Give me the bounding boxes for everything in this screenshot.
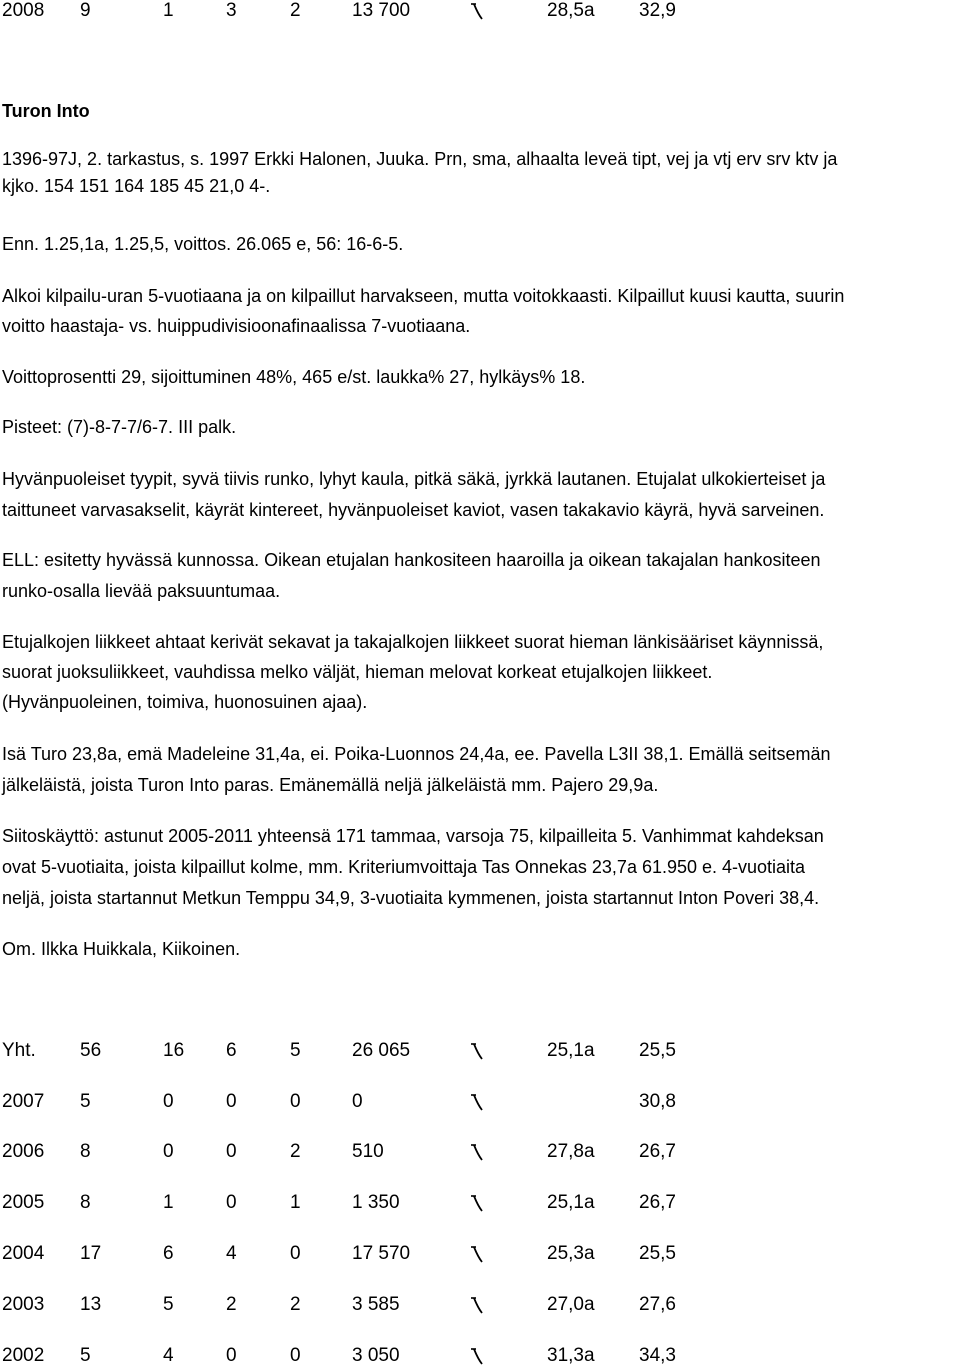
record-cell: 25,5 [639, 1243, 676, 1264]
ell-paragraph [2, 545, 958, 607]
seconds-cell: 0 [226, 1192, 237, 1213]
wins-cell: 4 [163, 1345, 174, 1366]
conformation-line: Hyvänpuoleiset tyypit, syvä tiivis runko, lyhyt kaula, pitkä säkä, jyrkkä lautanen. Etujalat ulkokierteiset ja [2, 469, 826, 489]
breeding-record: Enn. 1.25,1a, 1.25,5, voittos. 26.065 e, 56: 16-6-5. [2, 234, 404, 254]
year-cell: 2006 [2, 1141, 45, 1162]
horse-name: Turon Into [2, 101, 90, 121]
results-row-2008 [2, 0, 942, 24]
offspring-line: neljä, joista startannut Metkun Temppu 34,9, 3-vuotiaita kymmenen, joista startannut Inton Poveri 38,4. [2, 888, 820, 908]
earnings-cell: 510 [352, 1141, 384, 1162]
euro-icon [470, 1139, 486, 1167]
seconds-cell: 2 [226, 1294, 237, 1315]
record-cell: 25,5 [639, 1040, 676, 1061]
wins-cell: 0 [163, 1091, 174, 1112]
table-row [2, 1190, 942, 1216]
year-cell: 2007 [2, 1091, 45, 1112]
conformation-paragraph [2, 464, 958, 526]
euro-icon [470, 1038, 486, 1066]
parents-line: jälkeläistä, joista Turon Into paras. Emänemällä neljä jälkeläistä mm. Pajero 29,9a. [2, 775, 659, 795]
conformation-line: taittuneet varvasakselit, käyrät kintereet, hyvänpuoleiset kaviot, vasen takakavio käyrä, hyvä sarveinen. [2, 500, 825, 520]
ell-line: runko-osalla lievää paksuuntumaa. [2, 581, 281, 601]
thirds-cell: 2 [290, 1294, 301, 1315]
best-time-cell: 25,3a [547, 1243, 595, 1264]
starts-cell: 56 [80, 1040, 102, 1061]
owner-line: Om. Ilkka Huikkala, Kiikoinen. [2, 939, 241, 959]
parents-paragraph [2, 739, 958, 801]
earnings-cell: 17 570 [352, 1243, 411, 1264]
record-cell: 27,6 [639, 1294, 676, 1315]
euro-icon [470, 0, 486, 26]
year-cell: 2005 [2, 1192, 45, 1213]
starts-cell: 13 [80, 1294, 102, 1315]
year-cell: 2003 [2, 1294, 45, 1315]
euro-icon [470, 1089, 486, 1117]
euro-icon [470, 1241, 486, 1269]
best-time-cell: 27,0a [547, 1294, 595, 1315]
career-paragraph [2, 281, 958, 341]
record-cell: 26,7 [639, 1141, 676, 1162]
best-time-cell: 28,5a [547, 0, 595, 21]
offspring-paragraph [2, 821, 958, 914]
record-cell: 32,9 [639, 0, 676, 21]
best-time-cell: 27,8a [547, 1141, 595, 1162]
starts-cell: 5 [80, 1091, 91, 1112]
thirds-cell: 5 [290, 1040, 301, 1061]
year-cell: 2004 [2, 1243, 45, 1264]
earnings-cell: 3 585 [352, 1294, 400, 1315]
thirds-cell: 0 [290, 1091, 301, 1112]
movement-line: suorat juoksuliikkeet, vauhdissa melko väljät, hieman melovat korkeat etujalkojen liikkeet. [2, 662, 713, 682]
best-time-cell: 31,3a [547, 1345, 595, 1366]
record-cell: 30,8 [639, 1091, 676, 1112]
wins-cell: 0 [163, 1141, 174, 1162]
record-cell: 26,7 [639, 1192, 676, 1213]
thirds-cell: 0 [290, 1345, 301, 1366]
stats-line: Voittoprosentti 29, sijoittuminen 48%, 465 e/st. laukka% 27, hylkäys% 18. [2, 367, 586, 387]
thirds-cell: 0 [290, 1243, 301, 1264]
earnings-cell: 13 700 [352, 0, 411, 21]
starts-cell: 5 [80, 1345, 91, 1366]
seconds-cell: 6 [226, 1040, 237, 1061]
wins-cell: 1 [163, 1192, 174, 1213]
wins-cell: 5 [163, 1294, 174, 1315]
table-row [2, 1038, 942, 1064]
seconds-cell: 0 [226, 1345, 237, 1366]
offspring-line: ovat 5-vuotiaita, joista kilpaillut kolme, mm. Kriteriumvoittaja Tas Onnekas 23,7a 61.950 e. 4-vuotiaita [2, 857, 806, 877]
record-cell: 34,3 [639, 1345, 676, 1366]
table-row [2, 1241, 942, 1267]
movement-line: Etujalkojen liikkeet ahtaat kerivät sekavat ja takajalkojen liikkeet suorat hieman länkisääriset käynnissä, [2, 632, 824, 652]
starts-cell: 9 [80, 0, 91, 21]
wins-cell: 6 [163, 1243, 174, 1264]
starts-cell: 8 [80, 1192, 91, 1213]
movement-line: (Hyvänpuoleinen, toimiva, huonosuinen ajaa). [2, 692, 368, 712]
thirds-cell: 2 [290, 1141, 301, 1162]
thirds-cell: 1 [290, 1192, 301, 1213]
table-row [2, 1139, 942, 1165]
best-time-cell: 25,1a [547, 1192, 595, 1213]
seconds-cell: 4 [226, 1243, 237, 1264]
table-row [2, 1343, 942, 1369]
career-line: voitto haastaja- vs. huippudivisioonafinaalissa 7-vuotiaana. [2, 316, 471, 336]
thirds-cell: 2 [290, 0, 301, 21]
best-time-cell: 25,1a [547, 1040, 595, 1061]
starts-cell: 8 [80, 1141, 91, 1162]
wins-cell: 16 [163, 1040, 185, 1061]
pedigree-line: 1396-97J, 2. tarkastus, s. 1997 Erkki Halonen, Juuka. Prn, sma, alhaalta leveä tipt, vej ja vtj erv srv ktv ja [2, 149, 838, 169]
earnings-cell: 0 [352, 1091, 363, 1112]
parents-line: Isä Turo 23,8a, emä Madeleine 31,4a, ei. Poika-Luonnos 24,4a, ee. Pavella L3II 38,1. Emällä seitsemän [2, 744, 831, 764]
year-cell: Yht. [2, 1040, 36, 1061]
wins-cell: 1 [163, 0, 174, 21]
pedigree-paragraph [2, 146, 958, 200]
seconds-cell: 0 [226, 1141, 237, 1162]
offspring-line: Siitoskäyttö: astunut 2005-2011 yhteensä 171 tammaa, varsoja 75, kilpailleita 5. Vanhimmat kahdeksan [2, 826, 824, 846]
table-row [2, 1292, 942, 1318]
seconds-cell: 0 [226, 1091, 237, 1112]
ell-line: ELL: esitetty hyvässä kunnossa. Oikean etujalan hankositeen haaroilla ja oikean takajalan hankositeen [2, 550, 821, 570]
euro-icon [470, 1292, 486, 1320]
movement-paragraph [2, 627, 958, 717]
pedigree-line: kjko. 154 151 164 185 45 21,0 4-. [2, 176, 271, 196]
year-cell: 2002 [2, 1345, 45, 1366]
earnings-cell: 1 350 [352, 1192, 400, 1213]
euro-icon [470, 1190, 486, 1218]
career-line: Alkoi kilpailu-uran 5-vuotiaana ja on kilpaillut harvakseen, mutta voitokkaasti. Kilpaillut kuusi kautta, suurin [2, 286, 845, 306]
year-cell: 2008 [2, 0, 45, 21]
earnings-cell: 3 050 [352, 1345, 400, 1366]
table-row [2, 1089, 942, 1115]
seconds-cell: 3 [226, 0, 237, 21]
earnings-cell: 26 065 [352, 1040, 411, 1061]
points-line: Pisteet: (7)-8-7-7/6-7. III palk. [2, 417, 237, 437]
starts-cell: 17 [80, 1243, 102, 1264]
